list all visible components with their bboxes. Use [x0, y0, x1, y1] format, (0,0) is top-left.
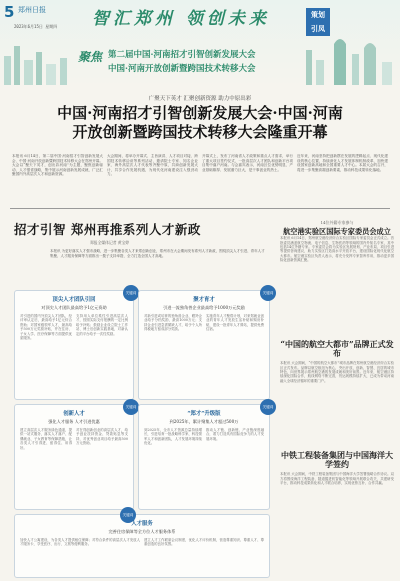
- skyline-left-illustration: [0, 30, 80, 85]
- sidebar-story-body: 本报讯 6月14日，郑州航空港经济综合实验区国际专家委员会正式成立。首批委员涵盖航空物流、电子信息、生物医药等领域的国内外知名专家，其中包括14位外籍专家。专家委员会将为实验区发展规划、产业布局、项目引进等提供咨询建议，助力实验区打造高水平开放平台，建设国际化现代化航空大都市。航空港实验区负责人表示，将充分发挥专家智库作用，推动更多国际化创新资源汇聚。: [280, 236, 394, 263]
- issue-date: 2023年6月15日 星期四: [14, 24, 58, 29]
- policy-card: [14, 514, 270, 578]
- sidebar-story-body: 本报讯 大会期间，中铁工程装备集团与中国海洋大学签署战略合作协议。双方将围绕海洋工程装备、隧道掘进机智能化等领域开展联合攻关，共建研发平台，推动科技成果转化和人才联合培养，实现优势互补、合作共赢。: [280, 472, 394, 486]
- policy-card: [14, 290, 134, 400]
- card-text: 建立高层次人才服务绿色通道，提供一站式服务，落实人才落户、配偶就业、子女教育等保障措施，让各类人才引得进、留得住、用得好。: [20, 428, 72, 450]
- card-text: 对在郑创新创业的高层次人才，给予创业扶持资金、贷款贴息等支持，对优秀创业项目给予最高500万元资助。: [76, 428, 128, 446]
- sidebar-story-title: 中铁工程装备集团与中国海洋大学签约: [281, 450, 393, 470]
- conference-title-2: 中国·河南开放创新暨跨国技术转移大会: [108, 64, 256, 74]
- sidebar-story-title: 航空港实验区国际专家委员会成立: [283, 227, 391, 236]
- page-number: 5: [4, 3, 15, 21]
- card-text: 对引进的国内外顶尖人才团队，经评审认定后，最高给予1亿元综合资助；对国家级领军人才，最高给予500万元奖励补贴，并在住房、子女入学、医疗保障等方面提供优质服务。: [20, 314, 72, 341]
- card-title: “郑才”升级版: [187, 411, 221, 417]
- keyword-badge: 关键词: [120, 507, 136, 523]
- lead-headline: [14, 104, 386, 142]
- sidebar-story-body: 本报讯 大会期间，“中国的航空大都市”城市品牌在郑州航空港经济综合实验区正式发布。品牌以航空枢纽为核心，突出开放、创新、智慧、宜居的城市特色，向世界展示郑州航空港的发展成就和美好前景。近年来，航空港区持续深化国际合作，航线网络不断完善，货运规模持续扩大，已成为带动河南融入全球经济循环的重要门户。: [280, 361, 394, 383]
- card-body: [15, 535, 269, 550]
- card-text: 加快人才公寓建设，为各类人才提供租住保障；对符合条件的高层次人才发放人才服务卡，享受医疗、出行、文旅等便利服务。: [20, 538, 140, 547]
- badge-line-2: 引凤: [311, 25, 325, 33]
- card-body: [139, 425, 269, 449]
- card-title: 顶尖人才团队引回: [52, 297, 96, 303]
- card-subtitle: 对顶尖人才团队最高给予1亿元资助: [41, 305, 107, 310]
- card-text: 实施青年人才聚郑计划，对来郑就业创业的青年人才发放生活补贴和购房补贴，建设一批青年人才驿站，提供免费住宿。: [206, 314, 264, 332]
- headline-line-1: 中国·河南招才引智创新发展大会·中国·河南: [57, 104, 343, 122]
- section-title: 招才引智 郑州再推系列人才新政: [14, 222, 201, 237]
- lead-kicker: 广聚天下英才 汇聚创新资源 助力中原出彩: [148, 96, 252, 102]
- sidebar-tag: 14位外籍专家参与: [320, 220, 354, 225]
- card-body: [139, 311, 269, 335]
- section-byline: 郑报全媒体记者 黄宝婷: [90, 240, 130, 245]
- card-subtitle: 到2025年，累计聚集人才超过500万: [169, 419, 239, 424]
- skyline-illustration: [300, 30, 400, 85]
- keyword-badge: 关键词: [123, 285, 139, 301]
- card-text: 建立人才工作联席会议制度，优化人才评价机制，营造尊重知识、尊重人才、尊重创造的良好氛围。: [144, 538, 264, 547]
- card-title: 创新人才: [63, 411, 85, 417]
- badge-line-1: 策划: [311, 11, 325, 19]
- keyword-badge: 关键词: [123, 399, 139, 415]
- lead-body-column: 大会期间，将举办开幕式、主旨演讲、人才项目对接、跨国技术转移洽谈等系列活动，邀请院士专家、知名企业家、海外高层次人才代表等齐聚中原，共商创新发展大计，共享合作发展机遇，为现代化河南建设注入强劲动力。: [107, 154, 198, 177]
- card-body: [15, 425, 133, 453]
- headline-line-2: 开放创新暨跨国技术转移大会隆重开幕: [72, 123, 328, 141]
- card-text: 到2025年，全市人才资源总量持续增长，引进培育一批战略科学家、科技领军人才和创新团队，人才发展环境持续优化。: [144, 428, 202, 446]
- policy-card: [138, 290, 270, 400]
- lead-body-column: 本报讯 6月14日，第二届中国·河南招才引智创新发展大会、中国·河南开放创新暨跨国技术转移大会在郑州开幕。大会以“聚天下英才，创出彩河南”为主题，聚焦创新驱动、人才强省战略，集中展示河南创新发展成就，广泛汇聚国内外高层次人才和创新资源。: [12, 154, 103, 177]
- section-intro: 本报讯 为更好落实人才强市战略，进一步集聚各类人才来郑创新创业，郑州市在大会期间发布系列人才新政，围绕顶尖人才引进、青年人才集聚、人才服务保障等方面推出一揽子支持举措，全力打造全国人才高地。: [50, 249, 265, 258]
- lead-body-column: 近年来，河南坚持把创新摆在发展的逻辑起点、现代化建设的核心位置，持续深化人才发展体制机制改革，加快建设国家创新高地和全国重要人才中心。本届大会的召开，将进一步集聚高端创新要素，推动科技成果转化落地。: [297, 154, 388, 172]
- card-subtitle: 完善住房保障等全方位人才服务体系: [108, 529, 176, 534]
- section-divider: [10, 208, 390, 209]
- card-title: 人才服务: [131, 521, 153, 527]
- card-subtitle: 强化人才服务 人才引进优惠: [48, 419, 100, 424]
- sidebar-story-title: “中国的航空大都市”品牌正式发布: [280, 339, 394, 359]
- masthead-banner: [0, 0, 400, 88]
- card-text: 推动人才链、创新链、产业链深度融合，着力打造具有国际竞争力的人才发展环境。: [206, 428, 264, 441]
- newspaper-name: 郑州日报: [18, 6, 46, 14]
- policy-card: [14, 404, 134, 510]
- conference-title-1: 第二届中国·河南招才引智创新发展大会: [108, 50, 256, 60]
- lead-body-column: 开幕式上，发布了河南省人才政策和重点人才需求，举行了重大项目签约仪式，一批高层次人才团队和创新平台项目集中落户河南。与会嘉宾表示，河南区位优势明显、产业基础雄厚、发展潜力巨大，是干事创业的热土。: [202, 154, 293, 172]
- card-text: 对新引进或培育的独角兽企业、瞪羚企业给予分档奖励，最高1000万元；支持企业引进急需紧缺人才，给予个人所得税地方留成部分奖励。: [144, 314, 202, 332]
- card-text: 支持用人单位柔性引进高层次人才，按照实际支付报酬的一定比例给予补贴；鼓励企业设立院士工作站、博士后创新实践基地，对新认定的平台给予一次性奖励。: [76, 314, 128, 336]
- sidebar-news: [280, 216, 394, 578]
- banner-slogan: 智汇郑州 领创未来: [92, 9, 270, 29]
- policy-card: [138, 404, 270, 510]
- keyword-badge: 关键词: [260, 399, 276, 415]
- card-subtitle: 引进一流独角兽企业最高给予1000万元奖励: [163, 305, 245, 310]
- lead-body: [12, 154, 388, 206]
- card-title: 聚才育才: [193, 297, 215, 303]
- card-body: [15, 311, 133, 343]
- keyword-badge: 关键词: [260, 285, 276, 301]
- ju-character: 聚焦: [78, 50, 103, 64]
